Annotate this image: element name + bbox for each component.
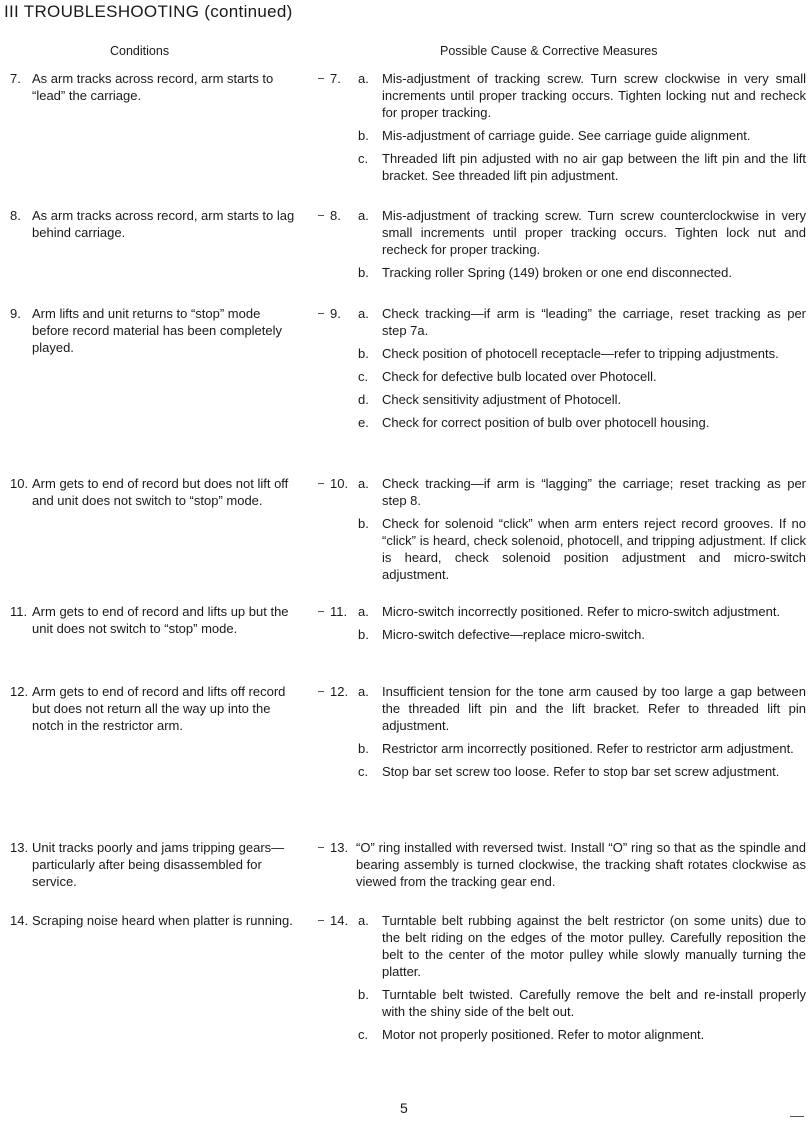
page-number: 5: [400, 1100, 408, 1116]
condition-text: Arm lifts and unit returns to “stop” mode before record material has been completely played.: [32, 306, 283, 355]
measure-text: Micro-switch defective—replace micro-switch.: [382, 627, 645, 642]
measure-item: [330, 626, 806, 643]
condition-text: Scraping noise heard when platter is running.: [32, 913, 293, 928]
measure-letter: b.: [358, 265, 369, 280]
page-title: III TROUBLESHOOTING (continued): [4, 2, 293, 21]
condition-cell: [10, 305, 300, 356]
measures-number: 14.: [330, 913, 349, 928]
condition-number: 13.: [10, 840, 29, 855]
condition-number: 7.: [10, 71, 21, 86]
condition-text: Arm gets to end of record but does not lift off and unit does not switch to “stop” mode.: [32, 476, 289, 508]
measures-cell: [330, 683, 806, 786]
measure-letter: b.: [358, 516, 369, 531]
row-rule: [318, 691, 324, 692]
measure-text: “O” ring installed with reversed twist. Install “O” ring so that as the spindle and bearing assembly is turned clockwise, the tracking shaft rotates clockwise as viewed from the tracking gear end.: [356, 840, 806, 889]
measure-item: [330, 207, 806, 258]
measure-text: Motor not properly positioned. Refer to motor alignment.: [382, 1027, 705, 1042]
measure-item: [330, 912, 806, 980]
measure-text: Turntable belt twisted. Carefully remove the belt and re-install properly with the shiny side of the belt out.: [382, 987, 806, 1019]
measure-letter: b.: [358, 346, 369, 361]
row-rule: [318, 215, 324, 216]
measures-number: 7.: [330, 71, 341, 86]
measure-item: [330, 740, 806, 757]
condition-text: As arm tracks across record, arm starts to lag behind carriage.: [32, 208, 295, 240]
measures-cell: [330, 839, 806, 890]
measure-text: Mis-adjustment of tracking screw. Turn screw clockwise in very small increments until proper tracking occurs. Tighten locking nut and recheck for proper tracking.: [382, 71, 806, 120]
measure-item: [330, 763, 806, 780]
measure-item: [330, 345, 806, 362]
condition-text: Unit tracks poorly and jams tripping gears—particularly after being disassembled for service.: [32, 840, 285, 889]
measure-item: [330, 603, 806, 620]
measure-letter: d.: [358, 392, 369, 407]
measure-text: Check sensitivity adjustment of Photocell.: [382, 392, 622, 407]
measure-letter: b.: [358, 987, 369, 1002]
measure-item: [330, 414, 806, 431]
measures-cell: [330, 475, 806, 589]
condition-number: 14.: [10, 913, 29, 928]
condition-cell: [10, 70, 300, 104]
measure-letter: c.: [358, 1027, 369, 1042]
measures-number: 9.: [330, 306, 341, 321]
conditions-column-header: Conditions: [110, 44, 170, 58]
measure-item: [330, 305, 806, 339]
measures-cell: [330, 305, 806, 437]
measure-text: Insufficient tension for the tone arm caused by too large a gap between the threaded lift pin and the lift bracket. Refer to threaded lift pin adjustment.: [382, 684, 806, 733]
measures-number: 11.: [330, 604, 348, 619]
measures-cell: [330, 70, 806, 190]
row-rule: [318, 78, 324, 79]
row-rule: [318, 611, 324, 612]
condition-cell: [10, 912, 300, 929]
row-rule: [318, 920, 324, 921]
measure-text: Check for correct position of bulb over photocell housing.: [382, 415, 710, 430]
condition-number: 8.: [10, 208, 21, 223]
measure-item: [330, 127, 806, 144]
measure-text: Turntable belt rubbing against the belt restrictor (on some units) due to the belt riding on the edges of the motor pulley. Carefully reposition the belt to the center of the motor pulley while slowly manually turning the platter.: [382, 913, 806, 979]
measure-text: Check tracking—if arm is “leading” the carriage, reset tracking as per step 7a.: [382, 306, 806, 338]
condition-cell: [10, 475, 300, 509]
measures-number: 12.: [330, 684, 349, 699]
row-rule: [318, 483, 324, 484]
measure-letter: a.: [358, 71, 369, 86]
measure-text: Mis-adjustment of carriage guide. See carriage guide alignment.: [382, 128, 751, 143]
condition-text: Arm gets to end of record and lifts off record but does not return all the way up into the notch in the restrictor arm.: [32, 684, 286, 733]
measure-text: Threaded lift pin adjusted with no air gap between the lift pin and the lift bracket. See threaded lift pin adjustment.: [382, 151, 806, 183]
measure-letter: c.: [358, 369, 369, 384]
measure-letter: a.: [358, 476, 369, 491]
measures-cell: [330, 912, 806, 1049]
measure-text: Check position of photocell receptacle—refer to tripping adjustments.: [382, 346, 779, 361]
condition-cell: [10, 839, 300, 890]
measures-number: 10.: [330, 476, 349, 491]
measure-letter: a.: [358, 306, 369, 321]
measure-item: [330, 368, 806, 385]
measure-letter: a.: [358, 913, 369, 928]
measure-letter: b.: [358, 627, 369, 642]
measure-letter: b.: [358, 128, 369, 143]
measure-item: [330, 264, 806, 281]
row-rule: [318, 847, 324, 848]
condition-text: As arm tracks across record, arm starts to “lead” the carriage.: [32, 71, 274, 103]
measures-cell: [330, 207, 806, 287]
condition-cell: [10, 683, 300, 734]
condition-cell: [10, 207, 300, 241]
measure-text: Mis-adjustment of tracking screw. Turn screw counterclockwise in very small increments until proper tracking occurs. Tighten lock nut and recheck for proper tracking.: [382, 208, 806, 257]
condition-number: 11.: [10, 604, 28, 619]
condition-cell: [10, 603, 300, 637]
condition-number: 10.: [10, 476, 29, 491]
measure-text: Check for defective bulb located over Photocell.: [382, 369, 657, 384]
measure-text: Check for solenoid “click” when arm enters reject record grooves. If no “click” is heard, check solenoid, photocell, and tripping adjustment. If click is heard, check solenoid position adjustment and micro-switch adjustment.: [382, 516, 806, 582]
measure-item: [330, 683, 806, 734]
measure-item: [330, 475, 806, 509]
measure-text: Stop bar set screw too loose. Refer to stop bar set screw adjustment.: [382, 764, 780, 779]
measure-item: [330, 150, 806, 184]
condition-number: 9.: [10, 306, 21, 321]
measure-letter: c.: [358, 764, 369, 779]
measure-text: Restrictor arm incorrectly positioned. Refer to restrictor arm adjustment.: [382, 741, 794, 756]
measure-letter: e.: [358, 415, 369, 430]
measure-text: Check tracking—if arm is “lagging” the carriage; reset tracking as per step 8.: [382, 476, 806, 508]
measure-letter: a.: [358, 604, 369, 619]
condition-number: 12.: [10, 684, 29, 699]
measure-item: [330, 515, 806, 583]
measures-cell: [330, 603, 806, 649]
measure-letter: a.: [358, 684, 369, 699]
row-rule: [318, 313, 324, 314]
condition-text: Arm gets to end of record and lifts up but the unit does not switch to “stop” mode.: [32, 604, 289, 636]
measure-letter: c.: [358, 151, 369, 166]
measures-number: 8.: [330, 208, 341, 223]
measure-item: [330, 391, 806, 408]
measure-item: [330, 986, 806, 1020]
causes-column-header: Possible Cause & Corrective Measures: [440, 44, 658, 58]
measure-letter: a.: [358, 208, 369, 223]
measure-item: [330, 1026, 806, 1043]
corner-mark: [790, 1116, 804, 1117]
measure-text: Tracking roller Spring (149) broken or one end disconnected.: [382, 265, 732, 280]
measure-item: [330, 70, 806, 121]
measures-number: 13.: [330, 840, 349, 855]
measure-text: Micro-switch incorrectly positioned. Refer to micro-switch adjustment.: [382, 604, 781, 619]
measure-letter: b.: [358, 741, 369, 756]
